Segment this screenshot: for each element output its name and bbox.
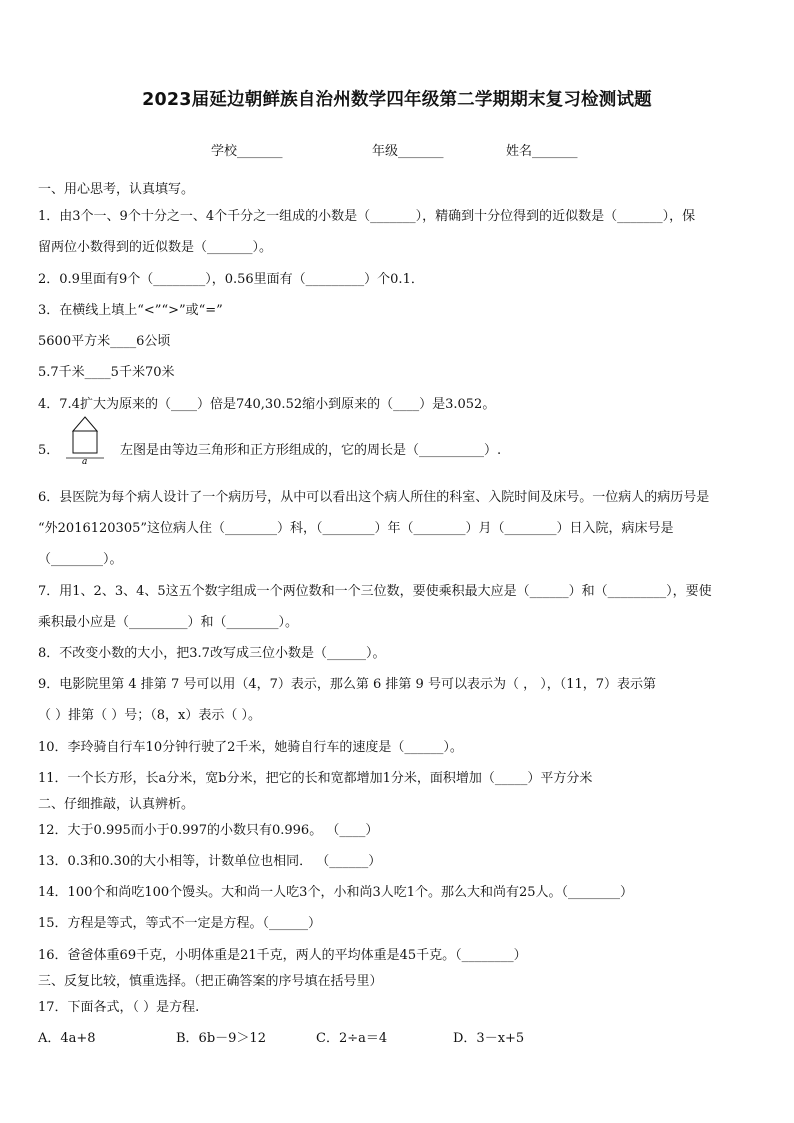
question-8: 8．不改变小数的大小，把3.7改写成三位小数是（______）。 [38, 646, 386, 661]
question-6-cont: “外2016120305”这位病人住（________）科，（________）年（________）月（________）日入院，病床号是 [38, 521, 674, 536]
question-3: 3．在横线上填上“<”“>”或“=” [38, 303, 223, 318]
question-7: 7．用1、2、3、4、5这五个数字组成一个两位数和一个三位数，要使乘积最大应是（______）和（_________），要使 [38, 584, 712, 599]
question-9-cont: （ ）排第（ ）号；（8，x）表示（ ）。 [38, 708, 261, 723]
question-5-number: 5． [38, 443, 60, 458]
question-14: 14．100个和尚吃100个馒头。大和尚一人吃3个，小和尚3人吃1个。那么大和尚有25人。（________） [38, 885, 634, 900]
question-3-item-1: 5600平方米____6公顷 [38, 334, 171, 349]
section-heading-3: 三、反复比较，慎重选择。（把正确答案的序号填在括号里） [38, 974, 383, 989]
school-field: 学校_______ [211, 144, 283, 159]
option-a: A．4a+8 [38, 1031, 96, 1046]
page-title: 2023届延边朝鲜族自治州数学四年级第二学期期末复习检测试题 [142, 90, 652, 110]
question-7-cont: 乘积最小应是（_________）和（________）。 [38, 615, 299, 630]
question-5: 左图是由等边三角形和正方形组成的，它的周长是（__________）. [120, 443, 502, 458]
option-b: B．6b－9＞12 [176, 1031, 266, 1046]
side-label: a [82, 457, 88, 465]
section-heading-2: 二、仔细推敲，认真辨析。 [38, 797, 195, 812]
question-17: 17．下面各式，（ ）是方程. [38, 1000, 200, 1015]
name-field: 姓名_______ [506, 144, 578, 159]
question-4: 4．7.4扩大为原来的（____）倍是740,30.52缩小到原来的（____）是3.052。 [38, 397, 496, 412]
question-1: 1．由3个一、9个十分之一、4个千分之一组成的小数是（_______），精确到十分位得到的近似数是（_______），保 [38, 209, 696, 224]
question-11: 11．一个长方形，长a分米，宽b分米，把它的长和宽都增加1分米，面积增加（_____）平方分米 [38, 771, 593, 786]
section-heading-1: 一、用心思考，认真填写。 [38, 182, 195, 197]
question-1-cont: 留两位小数得到的近似数是（_______）。 [38, 240, 273, 255]
question-2: 2．0.9里面有9个（________），0.56里面有（_________）个0.1． [38, 272, 424, 287]
question-6: 6．县医院为每个病人设计了一个病历号，从中可以看出这个病人所住的科室、入院时间及床号。一位病人的病历号是 [38, 490, 710, 505]
question-12: 12．大于0.995而小于0.997的小数只有0.996。 （____） [38, 823, 379, 838]
question-16: 16．爸爸体重69千克，小明体重是21千克，两人的平均体重是45千克。（________） [38, 948, 527, 963]
house-figure [64, 415, 114, 465]
square-shape [73, 431, 97, 453]
option-c: C．2÷a＝4 [316, 1031, 388, 1046]
question-3-item-2: 5.7千米____5千米70米 [38, 365, 175, 380]
triangle-shape [73, 417, 97, 431]
grade-field: 年级_______ [372, 144, 444, 159]
option-d: D．3－x+5 [453, 1031, 525, 1046]
question-15: 15．方程是等式，等式不一定是方程。（______） [38, 916, 322, 931]
question-9: 9．电影院里第 4 排第 7 号可以用（4，7）表示，那么第 6 排第 9 号可以表示为（ ， ），（11，7）表示第 [38, 677, 657, 692]
question-13: 13．0.3和0.30的大小相等，计数单位也相同． （______） [38, 854, 382, 869]
question-10: 10．李玲骑自行车10分钟行驶了2千米，她骑自行车的速度是（______）。 [38, 740, 463, 755]
question-6-cont-2: （________）。 [38, 552, 123, 567]
